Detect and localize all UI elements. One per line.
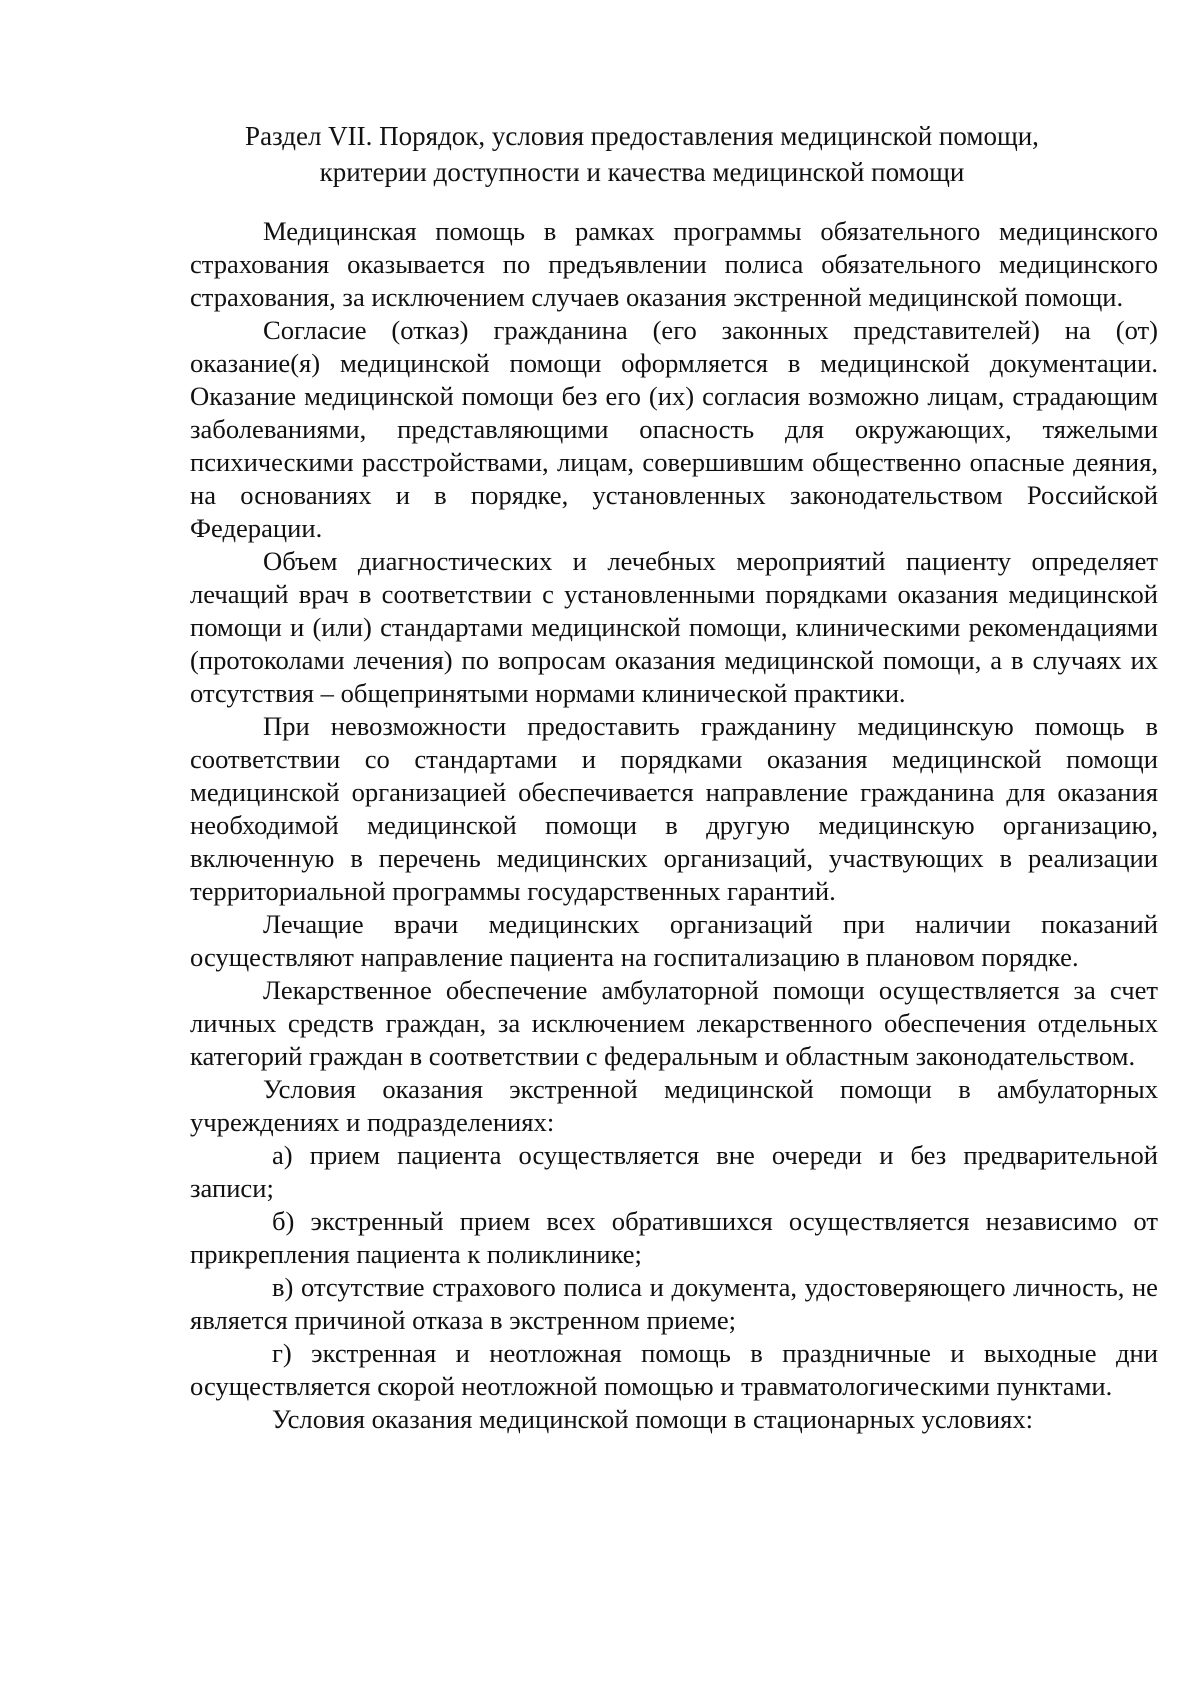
paragraph-inpatient-conditions: Условия оказания медицинской помощи в стационарных условиях: bbox=[272, 1404, 1034, 1434]
document-body bbox=[190, 215, 1158, 1436]
paragraph-emergency-conditions: Условия оказания экстренной медицинской помощи в амбулаторных учреждениях и подразделениях: bbox=[190, 1074, 1158, 1137]
paragraph-hospitalization: Лечащие врачи медицинских организаций при наличии показаний осуществляют направление пациента на госпитализацию в плановом порядке. bbox=[190, 909, 1158, 972]
list-item-v: в) отсутствие страхового полиса и документа, удостоверяющего личность, не является причиной отказа в экстренном приеме; bbox=[190, 1272, 1158, 1335]
section-heading: Раздел VII. Порядок, условия предоставления медицинской помощи, критерии доступности и качества медицинской помощи bbox=[245, 121, 1039, 187]
list-item-a: а) прием пациента осуществляется вне очереди и без предварительной записи; bbox=[190, 1140, 1158, 1203]
paragraph-referral: При невозможности предоставить гражданину медицинскую помощь в соответствии со стандартами и порядками оказания медицинской помощи медицинской организацией обеспечивается направление гражданина для оказания необходимой медицинской помощи в другую медицинскую организацию, включенную в перечень медицинских организаций, участвующих в реализации территориальной программы государственных гарантий. bbox=[190, 711, 1158, 906]
paragraph-oms: Медицинская помощь в рамках программы обязательного медицинского страхования оказывается по предъявлении полиса обязательного медицинского страхования, за исключением случаев оказания экстренной медицинской помощи. bbox=[190, 216, 1158, 312]
paragraph-medication: Лекарственное обеспечение амбулаторной помощи осуществляется за счет личных средств граждан, за исключением лекарственного обеспечения отдельных категорий граждан в соответствии с федеральным и областным законодательством. bbox=[190, 975, 1158, 1071]
list-item-b: б) экстренный прием всех обратившихся осуществляется независимо от прикрепления пациента к поликлинике; bbox=[190, 1206, 1158, 1269]
paragraph-scope: Объем диагностических и лечебных мероприятий пациенту определяет лечащий врач в соответствии с установленными порядками оказания медицинской помощи и (или) стандартами медицинской помощи, клиническими рекомендациями (протоколами лечения) по вопросам оказания медицинской помощи, а в случаях их отсутствия – общепринятыми нормами клинической практики. bbox=[190, 546, 1158, 708]
list-item-g: г) экстренная и неотложная помощь в праздничные и выходные дни осуществляется скорой неотложной помощью и травматологическими пунктами. bbox=[190, 1338, 1158, 1401]
paragraph-consent: Согласие (отказ) гражданина (его законных представителей) на (от) оказание(я) медицинской помощи оформляется в медицинской документации. Оказание медицинской помощи без его (их) согласия возможно лицам, страдающим заболеваниями, представляющими опасность для окружающих, тяжелыми психическими расстройствами, лицам, совершившим общественно опасные деяния, на основаниях и в порядке, установленных законодательством Российской Федерации. bbox=[190, 315, 1158, 543]
